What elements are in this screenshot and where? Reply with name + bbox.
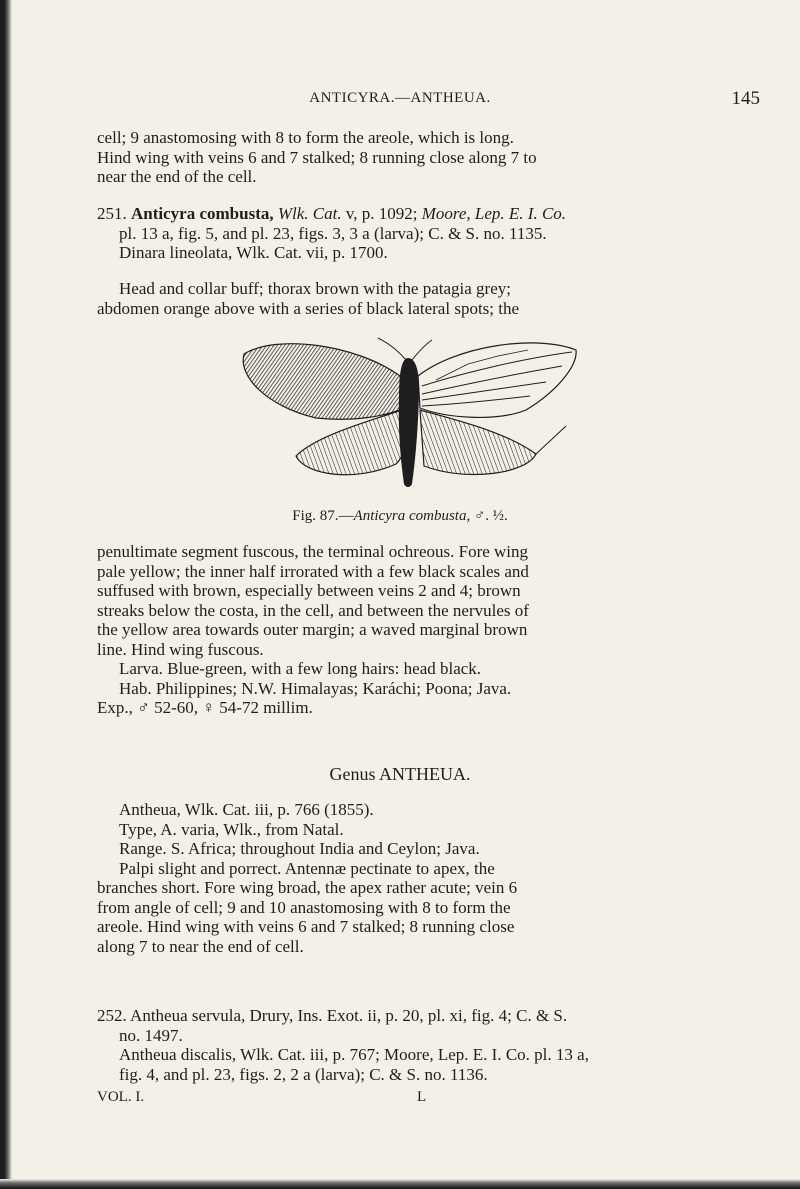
page-bottom-edge (0, 1179, 800, 1189)
text-line: Head and collar buff; thorax brown with the patagia grey; (119, 279, 511, 298)
volume-label: VOL. I. (97, 1089, 145, 1105)
text-line: Antheua, Wlk. Cat. iii, p. 766 (1855). (119, 800, 374, 819)
text-line: streaks below the costa, in the cell, and between the nervules of (97, 600, 529, 620)
figure-scale: ½. (492, 508, 508, 524)
book-binding-edge (0, 0, 12, 1189)
species-name: Anticyra combusta, (131, 204, 274, 223)
reference-author: Wlk. Cat. (277, 204, 342, 223)
synonymy-line: fig. 4, and pl. 23, figs. 2, 2 a (larva); C. & S. no. 1136. (119, 1064, 488, 1084)
text-line: branches short. Fore wing broad, the apex rather acute; vein 6 (97, 878, 518, 897)
text-line: Type, A. varia, Wlk., from Natal. (119, 819, 344, 839)
habitat-line: Hab. Philippines; N.W. Himalayas; Karáchi; Poona; Java. (119, 678, 512, 698)
text-line: near the end of the cell. (97, 167, 257, 186)
text-line: cell; 9 anastomosing with 8 to form the areole, which is long. (97, 128, 514, 147)
description-part-1 (97, 279, 721, 318)
moth-figure (236, 336, 596, 492)
species-252-entry (97, 1006, 721, 1084)
species-251-heading (97, 204, 721, 224)
page-footer (97, 1088, 721, 1108)
figure-sex: ♂. (473, 508, 489, 524)
reference-author: Moore, Lep. E. I. Co. (421, 204, 567, 223)
genus-description-continued (97, 128, 721, 187)
text-line: Palpi slight and porrect. Antennæ pectinate to apex, the (119, 858, 495, 878)
text-line: suffused with brown, especially between veins 2 and 4; brown (97, 581, 521, 600)
text-line: line. Hind wing fuscous. (97, 639, 264, 659)
moth-illustration (236, 336, 596, 492)
text-line: penultimate segment fuscous, the terminal ochreous. Fore wing (97, 542, 529, 561)
text-line: along 7 to near the end of cell. (97, 936, 304, 956)
synonymy-line: pl. 13 a, fig. 5, and pl. 23, figs. 3, 3 a (larva); C. & S. no. 1135. (119, 223, 547, 243)
text-line: areole. Hind wing with veins 6 and 7 stalked; 8 running close (97, 917, 515, 936)
species-number: 251. (97, 204, 127, 223)
text-line: Range. S. Africa; throughout India and Ceylon; Java. (119, 839, 480, 858)
genus-heading: Genus ANTHEUA. (329, 764, 471, 784)
species-251-entry (97, 204, 721, 263)
species-252-heading: 252. Antheua servula, Drury, Ins. Exot. ii, p. 20, pl. xi, fig. 4; C. & S. (97, 1006, 568, 1025)
expanse-line: Exp., ♂ 52-60, ♀ 54-72 millim. (97, 698, 313, 717)
signature-mark: L (417, 1089, 427, 1105)
page-header (40, 90, 760, 116)
running-head: ANTICYRA.—ANTHEUA. (309, 90, 491, 106)
text-line: the yellow area towards outer margin; a waved marginal brown (97, 620, 528, 639)
synonymy-line: Antheua discalis, Wlk. Cat. iii, p. 767; Moore, Lep. E. I. Co. pl. 13 a, (119, 1045, 589, 1064)
text-line: from angle of cell; 9 and 10 anastomosing with 8 to form the (97, 897, 511, 917)
text-line: pale yellow; the inner half irrorated with a few black scales and (97, 561, 529, 581)
figure-label: Fig. 87. (292, 508, 339, 524)
page-number: 145 (731, 88, 760, 109)
reference-detail: v, p. 1092; (345, 204, 418, 223)
figure-species: Anticyra combusta, (353, 508, 471, 524)
synonymy-line: no. 1497. (119, 1025, 183, 1045)
figure-caption: Fig. 87.—Anticyra combusta, ♂. ½. (292, 508, 508, 524)
larva-line: Larva. Blue-green, with a few long hairs: head black. (119, 659, 482, 678)
synonymy-line: Dinara lineolata, Wlk. Cat. vii, p. 1700. (119, 243, 388, 262)
genus-antheua-description (97, 800, 721, 956)
description-part-2 (97, 542, 721, 718)
text-line: Hind wing with veins 6 and 7 stalked; 8 running close along 7 to (97, 147, 537, 167)
text-line: abdomen orange above with a series of black lateral spots; the (97, 298, 520, 318)
